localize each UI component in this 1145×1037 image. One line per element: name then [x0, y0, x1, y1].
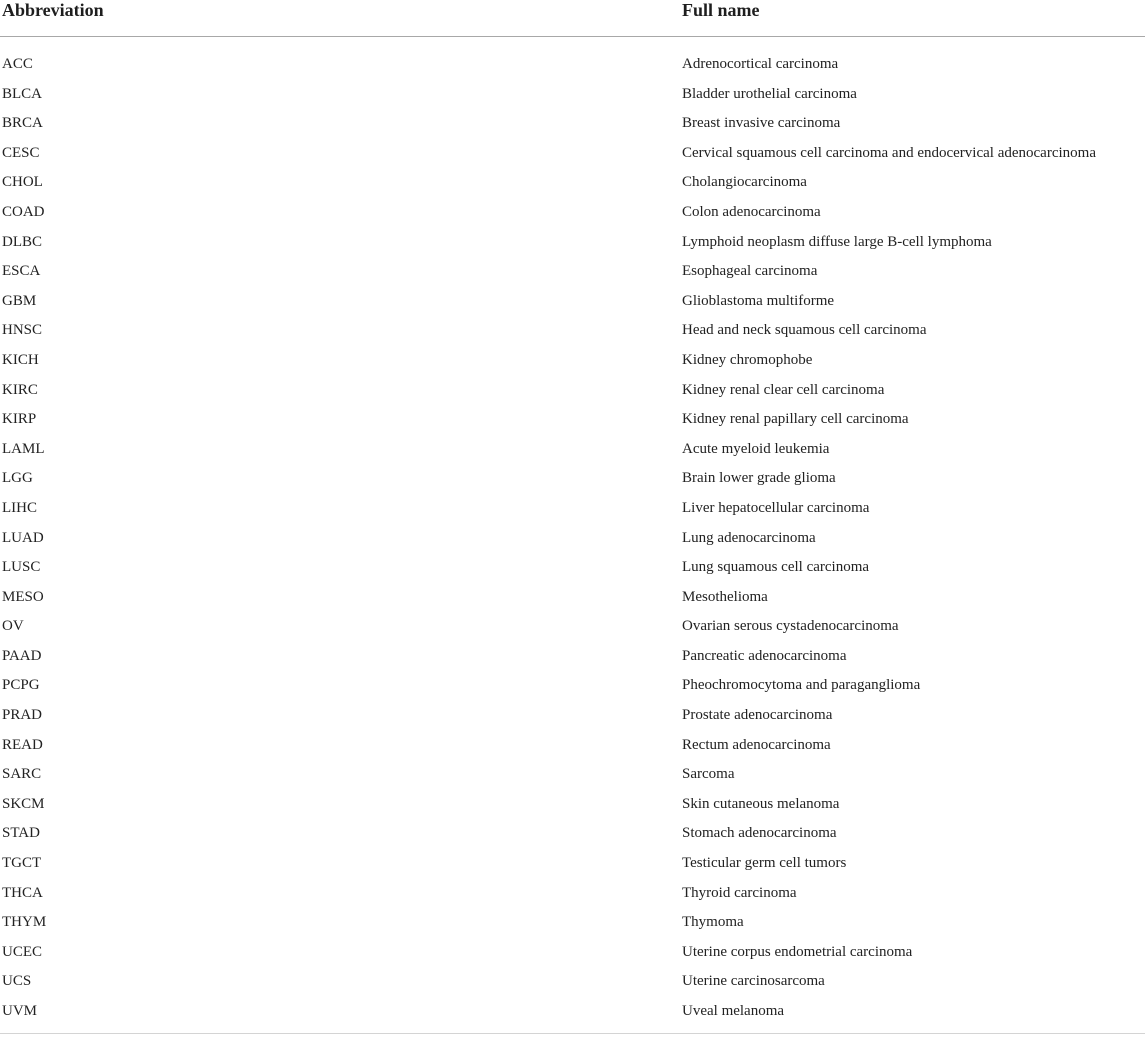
- header-full-name: Full name: [682, 0, 760, 20]
- abbreviation-cell: BRCA: [2, 115, 43, 132]
- full-name-cell: Prostate adenocarcinoma: [682, 707, 833, 724]
- table-row: [0, 997, 1145, 1027]
- full-name-cell: Kidney chromophobe: [682, 351, 813, 368]
- abbreviation-cell: THCA: [2, 884, 43, 901]
- full-name-cell: Kidney renal papillary cell carcinoma: [682, 411, 909, 428]
- full-name-cell: Kidney renal clear cell carcinoma: [682, 381, 885, 398]
- table-bottom-divider: [0, 1033, 1145, 1034]
- full-name-cell: Uterine corpus endometrial carcinoma: [682, 943, 913, 960]
- abbreviation-cell: DLBC: [2, 233, 43, 250]
- table-row: [0, 494, 1145, 524]
- header-abbreviation: Abbreviation: [2, 0, 104, 20]
- full-name-cell: Lymphoid neoplasm diffuse large B-cell lymphoma: [682, 233, 992, 250]
- table-row: [0, 405, 1145, 435]
- full-name-cell: Cholangiocarcinoma: [682, 174, 807, 191]
- header-divider: [0, 36, 1145, 37]
- abbreviation-cell: HNSC: [2, 322, 43, 339]
- table-row: [0, 316, 1145, 346]
- full-name-cell: Thymoma: [682, 914, 744, 931]
- full-name-cell: Esophageal carcinoma: [682, 263, 818, 280]
- table-body: [0, 50, 1145, 1027]
- full-name-cell: Mesothelioma: [682, 588, 768, 605]
- abbreviation-cell: CESC: [2, 144, 40, 161]
- full-name-cell: Breast invasive carcinoma: [682, 115, 841, 132]
- full-name-cell: Brain lower grade glioma: [682, 470, 836, 487]
- table-row: [0, 198, 1145, 228]
- abbreviation-cell: BLCA: [2, 85, 43, 102]
- table-row: [0, 435, 1145, 465]
- abbreviation-cell: PCPG: [2, 677, 40, 694]
- full-name-cell: Sarcoma: [682, 766, 735, 783]
- abbreviation-cell: MESO: [2, 588, 44, 605]
- table-row: [0, 80, 1145, 110]
- table-row: [0, 139, 1145, 169]
- full-name-cell: Bladder urothelial carcinoma: [682, 85, 857, 102]
- full-name-cell: Ovarian serous cystadenocarcinoma: [682, 618, 899, 635]
- table-row: [0, 464, 1145, 494]
- table-row: [0, 671, 1145, 701]
- abbreviation-cell: LIHC: [2, 499, 37, 516]
- table-row: [0, 790, 1145, 820]
- table-row: [0, 731, 1145, 761]
- table-row: [0, 967, 1145, 997]
- abbreviation-cell: STAD: [2, 825, 40, 842]
- table-row: [0, 287, 1145, 317]
- table-row: [0, 642, 1145, 672]
- full-name-cell: Pancreatic adenocarcinoma: [682, 647, 847, 664]
- full-name-cell: Stomach adenocarcinoma: [682, 825, 837, 842]
- abbreviation-cell: CHOL: [2, 174, 43, 191]
- table-row: [0, 376, 1145, 406]
- table-header: [0, 0, 1145, 36]
- abbreviation-cell: ESCA: [2, 263, 41, 280]
- full-name-cell: Adrenocortical carcinoma: [682, 56, 839, 72]
- full-name-cell: Skin cutaneous melanoma: [682, 795, 840, 812]
- abbreviation-cell: OV: [2, 618, 24, 635]
- full-name-cell: Uveal melanoma: [682, 1003, 785, 1019]
- abbreviation-cell: PRAD: [2, 707, 43, 724]
- abbreviation-cell: READ: [2, 736, 43, 753]
- full-name-cell: Testicular germ cell tumors: [682, 855, 847, 872]
- table-row: [0, 228, 1145, 258]
- abbreviation-cell: SKCM: [2, 795, 45, 812]
- table-row: [0, 612, 1145, 642]
- table-row: [0, 50, 1145, 80]
- full-name-cell: Rectum adenocarcinoma: [682, 736, 831, 753]
- abbreviation-cell: COAD: [2, 203, 45, 220]
- abbreviation-cell: THYM: [2, 914, 47, 931]
- abbreviation-cell: LUSC: [2, 559, 41, 576]
- table-row: [0, 524, 1145, 554]
- table-row: [0, 819, 1145, 849]
- full-name-cell: Lung squamous cell carcinoma: [682, 559, 870, 576]
- full-name-cell: Colon adenocarcinoma: [682, 203, 821, 220]
- table-row: [0, 908, 1145, 938]
- table-row: [0, 849, 1145, 879]
- table-row: [0, 168, 1145, 198]
- abbreviation-cell: KIRC: [2, 381, 38, 398]
- table-row: [0, 879, 1145, 909]
- abbreviation-cell: UVM: [2, 1003, 38, 1019]
- abbreviation-cell: LUAD: [2, 529, 44, 546]
- table-row: [0, 346, 1145, 376]
- abbreviation-cell: KIRP: [2, 411, 37, 428]
- full-name-cell: Cervical squamous cell carcinoma and endocervical adenocarcinoma: [682, 144, 1096, 161]
- table-row: [0, 760, 1145, 790]
- full-name-cell: Head and neck squamous cell carcinoma: [682, 322, 927, 339]
- table-row: [0, 938, 1145, 968]
- abbreviation-cell: SARC: [2, 766, 42, 783]
- full-name-cell: Acute myeloid leukemia: [682, 440, 830, 457]
- abbreviation-cell: GBM: [2, 292, 37, 309]
- table-row: [0, 701, 1145, 731]
- abbreviation-cell: LGG: [2, 470, 33, 487]
- table-row: [0, 553, 1145, 583]
- abbreviation-cell: ACC: [2, 56, 33, 72]
- abbreviation-cell: LAML: [2, 440, 45, 457]
- table-row: [0, 583, 1145, 613]
- abbreviation-cell: UCS: [2, 973, 32, 990]
- table-row: [0, 257, 1145, 287]
- abbreviation-cell: TGCT: [2, 855, 42, 872]
- table-row: [0, 109, 1145, 139]
- abbreviation-cell: UCEC: [2, 943, 43, 960]
- abbreviation-cell: PAAD: [2, 647, 42, 664]
- full-name-cell: Glioblastoma multiforme: [682, 292, 835, 309]
- full-name-cell: Lung adenocarcinoma: [682, 529, 816, 546]
- full-name-cell: Thyroid carcinoma: [682, 884, 797, 901]
- full-name-cell: Uterine carcinosarcoma: [682, 973, 825, 990]
- abbreviation-cell: KICH: [2, 351, 39, 368]
- full-name-cell: Liver hepatocellular carcinoma: [682, 499, 870, 516]
- full-name-cell: Pheochromocytoma and paraganglioma: [682, 677, 921, 694]
